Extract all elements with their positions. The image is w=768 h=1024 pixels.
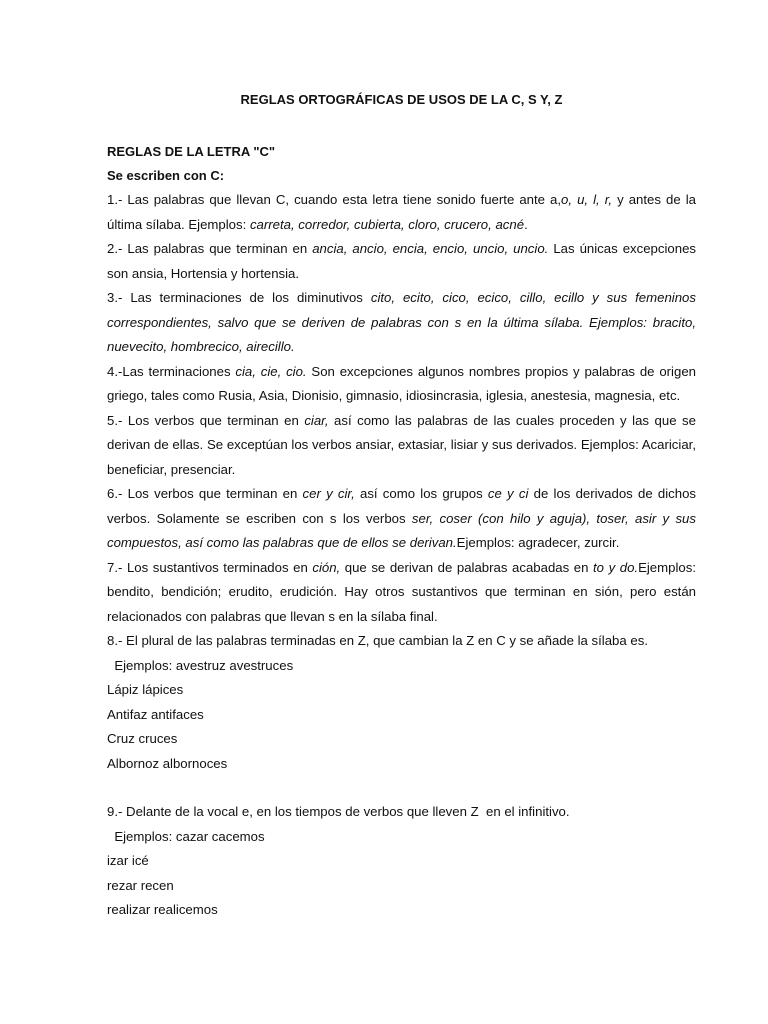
rule9-examples bbox=[107, 825, 696, 923]
rule-7 bbox=[107, 556, 696, 630]
rule-text-italic: cito, ecito, cico, ecico, cillo, ecillo y sus femeninos correspondientes, salvo que se deriven de palabras con s en la última sílaba. Ejemplos: bracito, nuevecito, hombrecico, airecillo. bbox=[107, 290, 696, 354]
rule-text-italic: ce y ci bbox=[487, 486, 529, 501]
rule-text-italic: cer y cir, bbox=[302, 486, 355, 501]
rule-number: 5.- bbox=[107, 412, 123, 428]
example-line: Antifaz antifaces bbox=[107, 706, 204, 722]
rule-text-italic: ciar, bbox=[304, 412, 329, 428]
rule-text: Las palabras que llevan C, cuando esta letra tiene sonido fuerte ante a, bbox=[122, 192, 562, 207]
rule-text: Las palabras que terminan en bbox=[122, 241, 313, 256]
document-title: REGLAS ORTOGRÁFICAS DE USOS DE LA C, S Y, Z bbox=[240, 92, 563, 107]
section-title: REGLAS DE LA LETRA "C" bbox=[107, 144, 276, 159]
example-line: izar icé bbox=[107, 853, 149, 868]
rule-1 bbox=[107, 188, 696, 237]
rule-text: Ejemplos: bendito, bendición; erudito, erudición. Hay otros sustantivos que terminan en sión, pero están relacionados con palabras que llevan s en la sílaba final. bbox=[107, 559, 696, 624]
rules-list bbox=[107, 188, 696, 654]
example-line: Lápiz lápices bbox=[107, 682, 184, 697]
rule-text: Son excepciones algunos nombres propios y palabras de origen griego, tales como Rusia, Asia, Dionisio, gimnasio, idiosincrasia, iglesia, anestesia, magnesia, etc. bbox=[107, 363, 696, 403]
rule-6 bbox=[107, 482, 696, 556]
rule-text-italic: ser, coser (con hilo y aguja), toser, asir y sus compuestos, así como las palabras que de ellos se derivan. bbox=[107, 510, 696, 550]
rule-number: 7.- bbox=[107, 559, 123, 575]
rule-number: 6.- bbox=[107, 486, 123, 501]
rule-text: que se derivan de palabras acabadas en bbox=[340, 559, 594, 575]
rule-text: Las terminaciones bbox=[122, 363, 236, 379]
rule-2 bbox=[107, 237, 696, 286]
rule-number: 2.- bbox=[107, 241, 123, 256]
rule-5 bbox=[107, 409, 696, 483]
example-line: Albornoz albornoces bbox=[107, 755, 228, 771]
rule-number: 8.- bbox=[107, 633, 123, 648]
example-line: rezar recen bbox=[107, 877, 174, 893]
rule-text: Los verbos que terminan en bbox=[122, 412, 305, 428]
rule-text: así como las palabras de las cuales proceden y las que se derivan de ellas. Se exceptúan los verbos ansiar, extasiar, lisiar y sus derivados. Ejemplos: Acariciar, beneficiar, presenciar. bbox=[107, 412, 696, 477]
rule-4 bbox=[107, 360, 696, 409]
rule-text: Ejemplos: agradecer, zurcir. bbox=[456, 535, 620, 550]
rule-number: 3.- bbox=[107, 290, 123, 305]
example-line: Ejemplos: cazar cacemos bbox=[107, 828, 265, 844]
rule-number: 4.- bbox=[107, 363, 123, 379]
rule-text-italic: o, u, l, r, bbox=[561, 192, 613, 207]
example-line: Ejemplos: avestruz avestruces bbox=[107, 657, 294, 673]
rule-number: 1.- bbox=[107, 192, 123, 207]
section-subtitle: Se escriben con C: bbox=[107, 168, 225, 183]
rule-text-italic: ancia, ancio, encia, encio, uncio, uncio. bbox=[312, 241, 549, 256]
rule-text: Los verbos que terminan en bbox=[122, 486, 303, 501]
rule-8 bbox=[107, 629, 696, 654]
rule-text: Los sustantivos terminados en bbox=[122, 559, 313, 575]
rule-3 bbox=[107, 286, 696, 360]
rule-text-italic: to y do. bbox=[593, 559, 639, 575]
spacer bbox=[107, 776, 696, 800]
rule-text: y antes de la última sílaba. Ejemplos: bbox=[107, 192, 696, 232]
rule-text-italic: carreta, corredor, cubierta, cloro, crucero, acné bbox=[249, 216, 525, 232]
rule-text: Las únicas excepciones son ansia, Hortensia y hortensia. bbox=[107, 241, 697, 281]
rule-text-italic: cia, cie, cio. bbox=[235, 363, 307, 379]
rule8-examples bbox=[107, 654, 696, 777]
rule-text: así como los grupos bbox=[354, 486, 488, 501]
rule-text: de los derivados de dichos verbos. Solamente se escriben con s los verbos bbox=[107, 486, 697, 526]
example-line: realizar realicemos bbox=[107, 902, 218, 917]
rule-text: Las terminaciones de los diminutivos bbox=[122, 290, 371, 305]
rule-text: El plural de las palabras terminadas en Z, que cambian la Z en C y se añade la sílaba es. bbox=[122, 633, 648, 648]
rule-9: 9.- Delante de la vocal e, en los tiempos de verbos que lleven Z en el infinitivo. bbox=[107, 804, 570, 819]
example-line: Cruz cruces bbox=[107, 731, 178, 746]
rule-text-italic: ción, bbox=[312, 559, 341, 575]
rule-text: . bbox=[524, 216, 528, 232]
